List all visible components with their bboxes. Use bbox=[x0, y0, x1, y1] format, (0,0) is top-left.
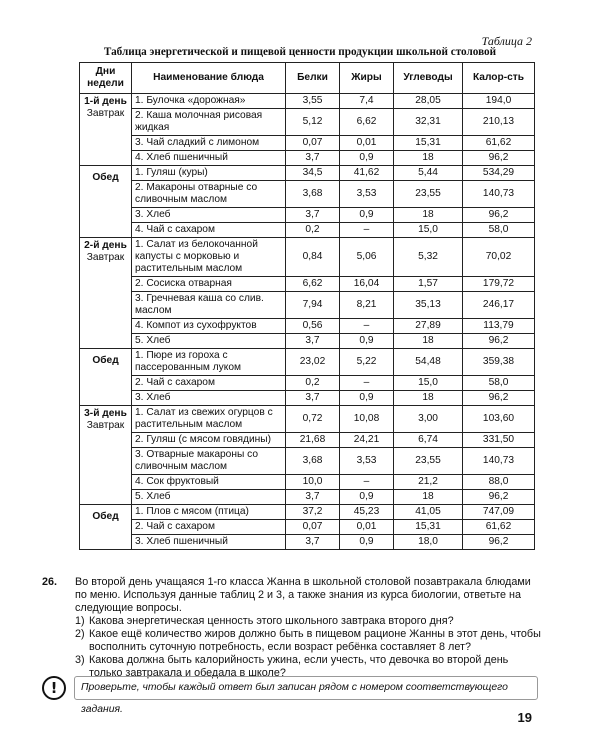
value-cell: 18 bbox=[394, 490, 463, 505]
value-cell: 0,9 bbox=[340, 490, 394, 505]
value-cell: 3,7 bbox=[286, 208, 340, 223]
task-number: 26. bbox=[42, 576, 58, 588]
value-cell: 15,0 bbox=[394, 376, 463, 391]
value-cell: 61,62 bbox=[463, 520, 535, 535]
table-row bbox=[80, 406, 535, 433]
value-cell: 18,0 bbox=[394, 535, 463, 550]
table-row bbox=[80, 181, 535, 208]
value-cell: 1,57 bbox=[394, 277, 463, 292]
dish-name-cell: 2. Макароны отварные со сливочным маслом bbox=[132, 181, 286, 208]
value-cell: 359,38 bbox=[463, 349, 535, 376]
value-cell: – bbox=[340, 319, 394, 334]
question-number: 1) bbox=[75, 615, 85, 627]
value-cell: 0,72 bbox=[286, 406, 340, 433]
meal-label: Завтрак bbox=[86, 108, 125, 119]
value-cell: 0,9 bbox=[340, 208, 394, 223]
value-cell: 0,01 bbox=[340, 520, 394, 535]
value-cell: 41,62 bbox=[340, 166, 394, 181]
table-row bbox=[80, 319, 535, 334]
question-2 bbox=[75, 628, 542, 654]
value-cell: – bbox=[340, 376, 394, 391]
meal-label: Завтрак bbox=[86, 420, 125, 431]
value-cell: 3,7 bbox=[286, 334, 340, 349]
value-cell: 0,56 bbox=[286, 319, 340, 334]
dish-name-cell: 3. Хлеб bbox=[132, 391, 286, 406]
value-cell: 3,68 bbox=[286, 181, 340, 208]
value-cell: 23,55 bbox=[394, 181, 463, 208]
value-cell: 3,7 bbox=[286, 391, 340, 406]
value-cell: 103,60 bbox=[463, 406, 535, 433]
value-cell: 18 bbox=[394, 151, 463, 166]
value-cell: 96,2 bbox=[463, 391, 535, 406]
value-cell: 5,12 bbox=[286, 109, 340, 136]
value-cell: 3,55 bbox=[286, 94, 340, 109]
value-cell: 61,62 bbox=[463, 136, 535, 151]
column-header: Углеводы bbox=[394, 63, 463, 94]
value-cell: 96,2 bbox=[463, 334, 535, 349]
table-row bbox=[80, 535, 535, 550]
value-cell: 246,17 bbox=[463, 292, 535, 319]
dish-name-cell: 2. Сосиска отварная bbox=[132, 277, 286, 292]
table-row bbox=[80, 292, 535, 319]
table-row bbox=[80, 223, 535, 238]
dish-name-cell: 4. Чай с сахаром bbox=[132, 223, 286, 238]
table-header-row bbox=[80, 63, 535, 94]
value-cell: 113,79 bbox=[463, 319, 535, 334]
day-label: 3-й день bbox=[84, 408, 127, 419]
value-cell: 0,84 bbox=[286, 238, 340, 277]
value-cell: 35,13 bbox=[394, 292, 463, 319]
table-row bbox=[80, 475, 535, 490]
value-cell: 23,55 bbox=[394, 448, 463, 475]
value-cell: 32,31 bbox=[394, 109, 463, 136]
table-row bbox=[80, 391, 535, 406]
dish-name-cell: 1. Гуляш (куры) bbox=[132, 166, 286, 181]
value-cell: 0,9 bbox=[340, 535, 394, 550]
table-row bbox=[80, 349, 535, 376]
value-cell: 45,23 bbox=[340, 505, 394, 520]
dish-name-cell: 2. Чай с сахаром bbox=[132, 376, 286, 391]
dish-name-cell: 2. Гуляш (с мясом говядины) bbox=[132, 433, 286, 448]
column-header: Белки bbox=[286, 63, 340, 94]
value-cell: 534,29 bbox=[463, 166, 535, 181]
value-cell: 5,44 bbox=[394, 166, 463, 181]
value-cell: 331,50 bbox=[463, 433, 535, 448]
value-cell: 5,32 bbox=[394, 238, 463, 277]
value-cell: 3,68 bbox=[286, 448, 340, 475]
value-cell: 747,09 bbox=[463, 505, 535, 520]
dish-name-cell: 2. Каша молочная рисовая жидкая bbox=[132, 109, 286, 136]
table-row bbox=[80, 166, 535, 181]
column-header: Дни недели bbox=[80, 63, 132, 94]
value-cell: 210,13 bbox=[463, 109, 535, 136]
dish-name-cell: 1. Салат из белокочанной капусты с морковью и растительным маслом bbox=[132, 238, 286, 277]
question-1 bbox=[75, 615, 542, 628]
table-row bbox=[80, 109, 535, 136]
value-cell: 0,9 bbox=[340, 334, 394, 349]
dish-name-cell: 3. Гречневая каша со слив. маслом bbox=[132, 292, 286, 319]
dish-name-cell: 2. Чай с сахаром bbox=[132, 520, 286, 535]
table-title: Таблица энергетической и пищевой ценности продукции школьной столовой bbox=[103, 46, 497, 58]
task-26 bbox=[42, 576, 542, 680]
value-cell: 18 bbox=[394, 391, 463, 406]
day-meal-cell bbox=[80, 349, 132, 406]
value-cell: 58,0 bbox=[463, 223, 535, 238]
table-row bbox=[80, 94, 535, 109]
dish-name-cell: 3. Хлеб bbox=[132, 208, 286, 223]
value-cell: 3,7 bbox=[286, 490, 340, 505]
value-cell: 8,21 bbox=[340, 292, 394, 319]
table-row bbox=[80, 433, 535, 448]
notice-text: Проверьте, чтобы каждый ответ был записан рядом с номером соответствующего задания. bbox=[74, 676, 538, 700]
value-cell: 140,73 bbox=[463, 181, 535, 208]
dish-name-cell: 3. Хлеб пшеничный bbox=[132, 535, 286, 550]
value-cell: – bbox=[340, 223, 394, 238]
value-cell: 7,94 bbox=[286, 292, 340, 319]
value-cell: 6,62 bbox=[286, 277, 340, 292]
table-row bbox=[80, 448, 535, 475]
dish-name-cell: 3. Чай сладкий с лимоном bbox=[132, 136, 286, 151]
value-cell: 7,4 bbox=[340, 94, 394, 109]
value-cell: 3,53 bbox=[340, 181, 394, 208]
dish-name-cell: 3. Отварные макароны со сливочным маслом bbox=[132, 448, 286, 475]
day-meal-cell bbox=[80, 94, 132, 166]
notice bbox=[42, 676, 540, 715]
table-label: Таблица 2 bbox=[481, 34, 532, 48]
value-cell: 3,00 bbox=[394, 406, 463, 433]
value-cell: 96,2 bbox=[463, 535, 535, 550]
value-cell: 27,89 bbox=[394, 319, 463, 334]
dish-name-cell: 1. Булочка «дорожная» bbox=[132, 94, 286, 109]
value-cell: 5,22 bbox=[340, 349, 394, 376]
value-cell: 37,2 bbox=[286, 505, 340, 520]
dish-name-cell: 4. Сок фруктовый bbox=[132, 475, 286, 490]
day-meal-cell bbox=[80, 505, 132, 550]
question-text: Какова энергетическая ценность этого школьного завтрака второго дня? bbox=[89, 615, 454, 627]
value-cell: 0,2 bbox=[286, 376, 340, 391]
page-number: 19 bbox=[517, 710, 532, 725]
value-cell: 24,21 bbox=[340, 433, 394, 448]
value-cell: 0,07 bbox=[286, 136, 340, 151]
day-meal-cell bbox=[80, 238, 132, 349]
table-row bbox=[80, 376, 535, 391]
value-cell: 10,08 bbox=[340, 406, 394, 433]
value-cell: 0,07 bbox=[286, 520, 340, 535]
question-number: 2) bbox=[75, 628, 85, 640]
value-cell: 15,31 bbox=[394, 520, 463, 535]
value-cell: 0,9 bbox=[340, 391, 394, 406]
table-row bbox=[80, 151, 535, 166]
question-text: Какова должна быть калорийность ужина, если учесть, что девочка во второй день только завтракала и обедала в школе? bbox=[89, 654, 509, 679]
meal-label: Обед bbox=[92, 172, 119, 183]
value-cell: 58,0 bbox=[463, 376, 535, 391]
table-row bbox=[80, 238, 535, 277]
table-body bbox=[80, 94, 535, 550]
value-cell: 16,04 bbox=[340, 277, 394, 292]
table-row bbox=[80, 136, 535, 151]
value-cell: 96,2 bbox=[463, 208, 535, 223]
table-row bbox=[80, 277, 535, 292]
value-cell: 18 bbox=[394, 208, 463, 223]
dish-name-cell: 1. Салат из свежих огурцов с растительным маслом bbox=[132, 406, 286, 433]
dish-name-cell: 4. Компот из сухофруктов bbox=[132, 319, 286, 334]
day-meal-cell bbox=[80, 406, 132, 505]
value-cell: 41,05 bbox=[394, 505, 463, 520]
value-cell: 70,02 bbox=[463, 238, 535, 277]
value-cell: 96,2 bbox=[463, 490, 535, 505]
value-cell: 54,48 bbox=[394, 349, 463, 376]
value-cell: 140,73 bbox=[463, 448, 535, 475]
value-cell: 3,7 bbox=[286, 535, 340, 550]
column-header: Жиры bbox=[340, 63, 394, 94]
value-cell: 179,72 bbox=[463, 277, 535, 292]
dish-name-cell: 5. Хлеб bbox=[132, 334, 286, 349]
table-row bbox=[80, 520, 535, 535]
table-row bbox=[80, 208, 535, 223]
exclamation-icon: ! bbox=[42, 676, 66, 700]
question-text: Какое ещё количество жиров должно быть в пищевом рационе Жанны в этот день, чтобы восполнить суточную потребность, если возраст ребёнка составляет 8 лет? bbox=[89, 628, 541, 653]
value-cell: 3,53 bbox=[340, 448, 394, 475]
dish-name-cell: 1. Пюре из гороха с пассерованным луком bbox=[132, 349, 286, 376]
question-number: 3) bbox=[75, 654, 85, 666]
dish-name-cell: 5. Хлеб bbox=[132, 490, 286, 505]
value-cell: 15,0 bbox=[394, 223, 463, 238]
column-header: Калор-сть bbox=[463, 63, 535, 94]
table-row bbox=[80, 490, 535, 505]
day-label: 1-й день bbox=[84, 96, 127, 107]
value-cell: 18 bbox=[394, 334, 463, 349]
value-cell: 6,62 bbox=[340, 109, 394, 136]
value-cell: 0,9 bbox=[340, 151, 394, 166]
value-cell: 6,74 bbox=[394, 433, 463, 448]
value-cell: 23,02 bbox=[286, 349, 340, 376]
table-row bbox=[80, 505, 535, 520]
value-cell: 34,5 bbox=[286, 166, 340, 181]
meal-label: Обед bbox=[92, 511, 119, 522]
nutrition-table bbox=[79, 62, 535, 550]
value-cell: 88,0 bbox=[463, 475, 535, 490]
meal-label: Завтрак bbox=[86, 252, 125, 263]
value-cell: 21,68 bbox=[286, 433, 340, 448]
day-label: 2-й день bbox=[84, 240, 127, 251]
value-cell: 3,7 bbox=[286, 151, 340, 166]
value-cell: – bbox=[340, 475, 394, 490]
value-cell: 96,2 bbox=[463, 151, 535, 166]
day-meal-cell bbox=[80, 166, 132, 238]
table-row bbox=[80, 334, 535, 349]
dish-name-cell: 4. Хлеб пшеничный bbox=[132, 151, 286, 166]
value-cell: 28,05 bbox=[394, 94, 463, 109]
value-cell: 10,0 bbox=[286, 475, 340, 490]
value-cell: 21,2 bbox=[394, 475, 463, 490]
task-intro: Во второй день учащаяся 1-го класса Жанна в школьной столовой позавтракала блюдами по меню. Используя данные таблиц 2 и 3, а также знания из курса биологии, ответьте на следующие вопросы. bbox=[75, 576, 531, 614]
column-header: Наименование блюда bbox=[132, 63, 286, 94]
value-cell: 5,06 bbox=[340, 238, 394, 277]
dish-name-cell: 1. Плов с мясом (птица) bbox=[132, 505, 286, 520]
value-cell: 0,2 bbox=[286, 223, 340, 238]
meal-label: Обед bbox=[92, 355, 119, 366]
value-cell: 0,01 bbox=[340, 136, 394, 151]
value-cell: 194,0 bbox=[463, 94, 535, 109]
value-cell: 15,31 bbox=[394, 136, 463, 151]
